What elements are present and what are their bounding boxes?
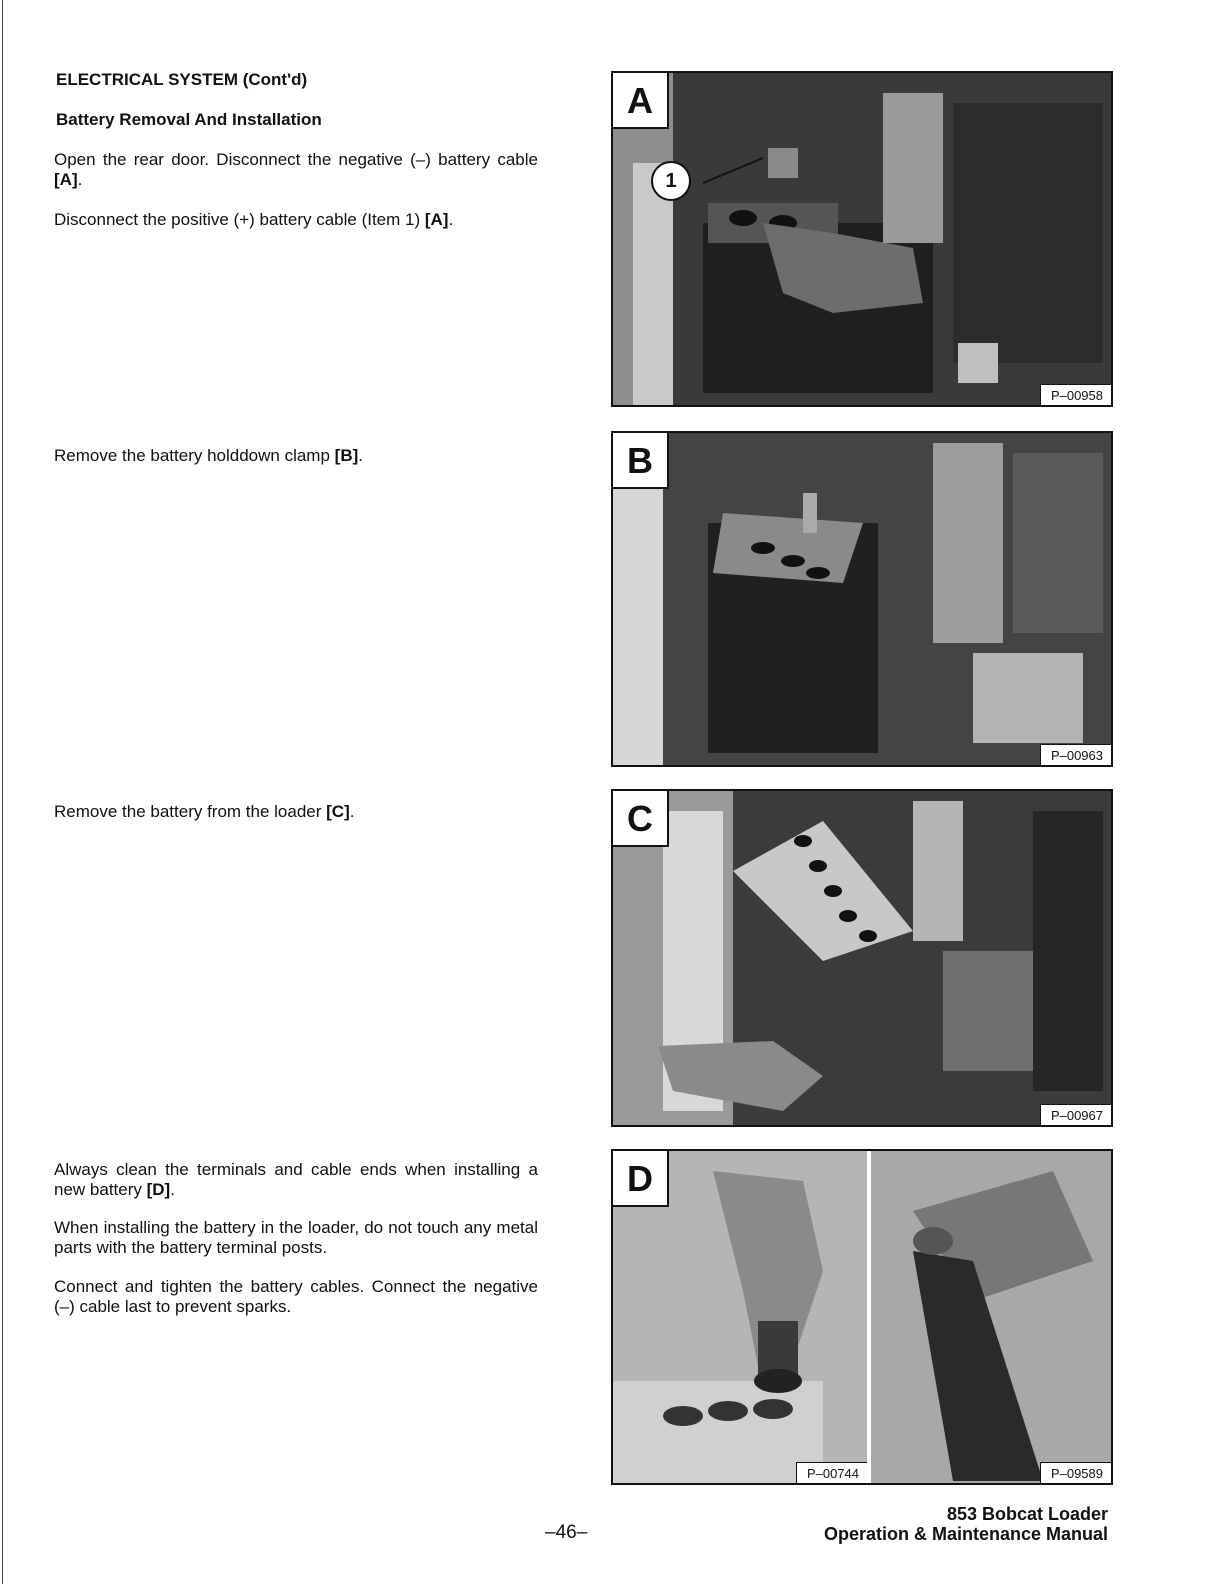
figure-d-label: D [613,1151,669,1207]
figure-c-code: P–00967 [1040,1104,1111,1125]
step-c1: Remove the battery from the loader [C]. [54,802,355,821]
subsection-heading: Battery Removal And Installation [56,110,322,129]
footer-title [824,1504,1108,1544]
callout-item-1: 1 [651,161,691,201]
figure-c [611,789,1113,1127]
step-d1: Always clean the terminals and cable ends when installing a new battery [D]. [54,1160,538,1199]
step-b1: Remove the battery holddown clamp [B]. [54,446,363,465]
figure-b-code: P–00963 [1040,744,1111,765]
step-d3: Connect and tighten the battery cables. Connect the negative (–) cable last to prevent sparks. [54,1277,538,1316]
figure-d [611,1149,1113,1485]
figure-b-photo [613,433,1111,765]
page-edge [2,0,3,1584]
step-a2: Disconnect the positive (+) battery cable (Item 1) [A]. [54,210,454,229]
figure-d-code-right: P–09589 [1040,1462,1111,1483]
figure-d-code-left: P–00744 [796,1462,867,1483]
footer-line-2: Operation & Maintenance Manual [823,1524,1108,1544]
step-d2: When installing the battery in the loader, do not touch any metal parts with the battery terminal posts. [54,1218,538,1257]
figure-a-photo [613,73,1111,405]
figure-a-code: P–00958 [1040,384,1111,405]
figure-a-label: A [613,73,669,129]
figure-d-photo [613,1151,1111,1483]
figure-c-label: C [613,791,669,847]
figure-b [611,431,1113,767]
page-number: –46– [545,1522,588,1543]
footer-line-1: 853 Bobcat Loader [946,1504,1108,1524]
figure-c-photo [613,791,1111,1125]
step-a1: Open the rear door. Disconnect the negative (–) battery cable [A]. [54,150,538,189]
figure-a [611,71,1113,407]
figure-b-label: B [613,433,669,489]
section-heading: ELECTRICAL SYSTEM (Cont'd) [56,70,308,89]
